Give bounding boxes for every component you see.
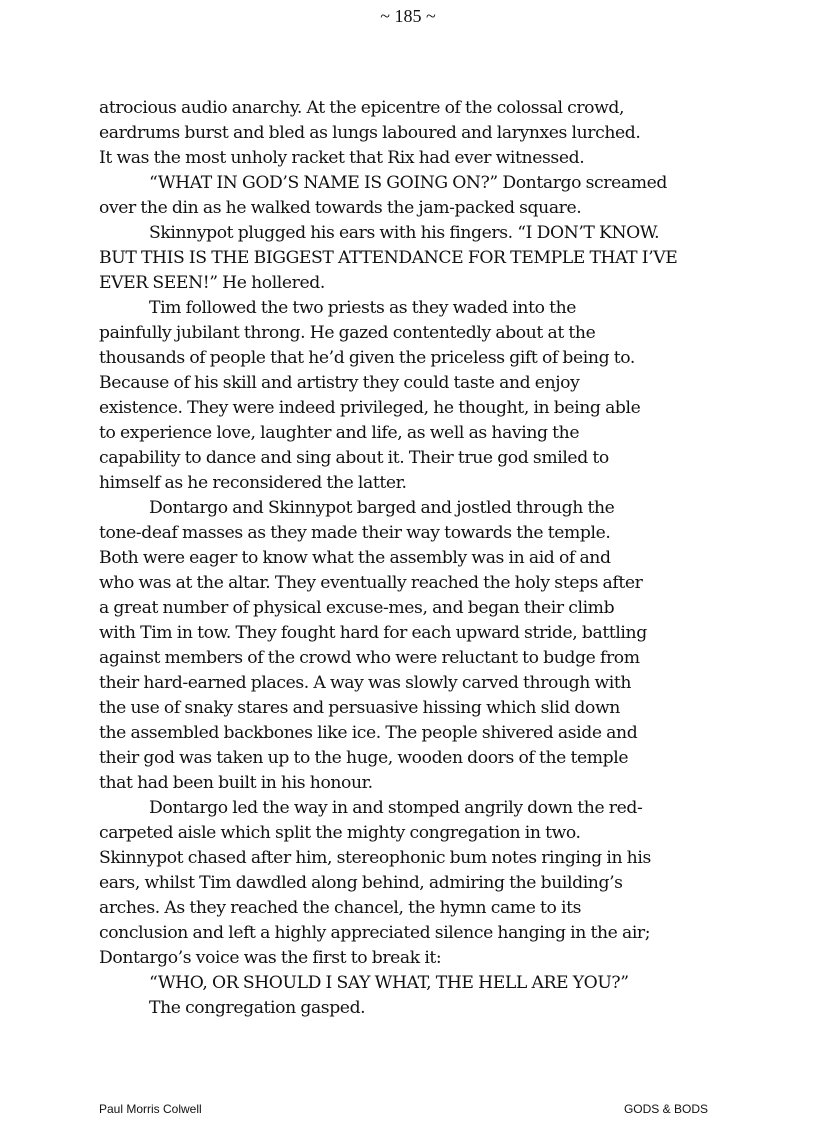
text-line: against members of the crowd who were reluctant to budge from bbox=[99, 648, 640, 668]
text-line: Dontargo and Skinnypot barged and jostled through the bbox=[149, 498, 615, 518]
body-text bbox=[99, 96, 729, 1021]
text-line: eardrums burst and bled as lungs laboured and larynxes lurched. bbox=[99, 123, 641, 143]
text-line: Both were eager to know what the assembly was in aid of and bbox=[99, 548, 611, 568]
footer-book-title: GODS & BODS bbox=[623, 1102, 708, 1116]
text-line: a great number of physical excuse-mes, and began their climb bbox=[99, 598, 615, 618]
text-line: Dontargo led the way in and stomped angrily down the red- bbox=[149, 798, 643, 818]
text-line: “WHAT IN GOD’S NAME IS GOING ON?” Dontargo screamed bbox=[149, 173, 667, 193]
text-line: their god was taken up to the huge, wooden doors of the temple bbox=[99, 748, 629, 768]
text-line: Because of his skill and artistry they could taste and enjoy bbox=[99, 373, 580, 393]
text-line: their hard-earned places. A way was slowly carved through with bbox=[99, 673, 632, 693]
text-line: “WHO, OR SHOULD I SAY WHAT, THE HELL ARE YOU?” bbox=[149, 973, 629, 993]
text-line: Skinnypot chased after him, stereophonic bum notes ringing in his bbox=[99, 848, 651, 868]
page-number: ~ 185 ~ bbox=[380, 6, 436, 26]
text-line: Tim followed the two priests as they waded into the bbox=[149, 298, 577, 318]
text-line: over the din as he walked towards the jam-packed square. bbox=[99, 198, 582, 218]
text-line: existence. They were indeed privileged, he thought, in being able bbox=[99, 398, 641, 418]
text-line: arches. As they reached the chancel, the hymn came to its bbox=[99, 898, 582, 918]
text-line: the use of snaky stares and persuasive hissing which slid down bbox=[99, 698, 620, 718]
text-line: who was at the altar. They eventually reached the holy steps after bbox=[99, 573, 643, 593]
text-line: The congregation gasped. bbox=[149, 998, 366, 1018]
text-line: capability to dance and sing about it. Their true god smiled to bbox=[99, 448, 609, 468]
text-line: BUT THIS IS THE BIGGEST ATTENDANCE FOR TEMPLE THAT I’VE bbox=[99, 248, 678, 268]
text-line: that had been built in his honour. bbox=[99, 773, 373, 793]
text-line: with Tim in tow. They fought hard for each upward stride, battling bbox=[99, 623, 647, 643]
text-line: thousands of people that he’d given the priceless gift of being to. bbox=[99, 348, 635, 368]
text-line: to experience love, laughter and life, as well as having the bbox=[99, 423, 580, 443]
text-line: Dontargo’s voice was the first to break it: bbox=[99, 948, 442, 968]
text-line: atrocious audio anarchy. At the epicentre of the colossal crowd, bbox=[99, 98, 625, 118]
text-line: EVER SEEN!” He hollered. bbox=[99, 273, 325, 293]
footer-author: Paul Morris Colwell bbox=[99, 1102, 202, 1116]
text-line: ears, whilst Tim dawdled along behind, admiring the building’s bbox=[99, 873, 623, 893]
text-line: tone-deaf masses as they made their way towards the temple. bbox=[99, 523, 611, 543]
text-line: Skinnypot plugged his ears with his fingers. “I DON’T KNOW. bbox=[149, 223, 660, 243]
text-line: the assembled backbones like ice. The people shivered aside and bbox=[99, 723, 638, 743]
text-line: himself as he reconsidered the latter. bbox=[99, 473, 407, 493]
text-line: painfully jubilant throng. He gazed contentedly about at the bbox=[99, 323, 596, 343]
text-line: It was the most unholy racket that Rix had ever witnessed. bbox=[99, 148, 585, 168]
text-line: carpeted aisle which split the mighty congregation in two. bbox=[99, 823, 581, 843]
text-line: conclusion and left a highly appreciated silence hanging in the air; bbox=[99, 923, 651, 943]
